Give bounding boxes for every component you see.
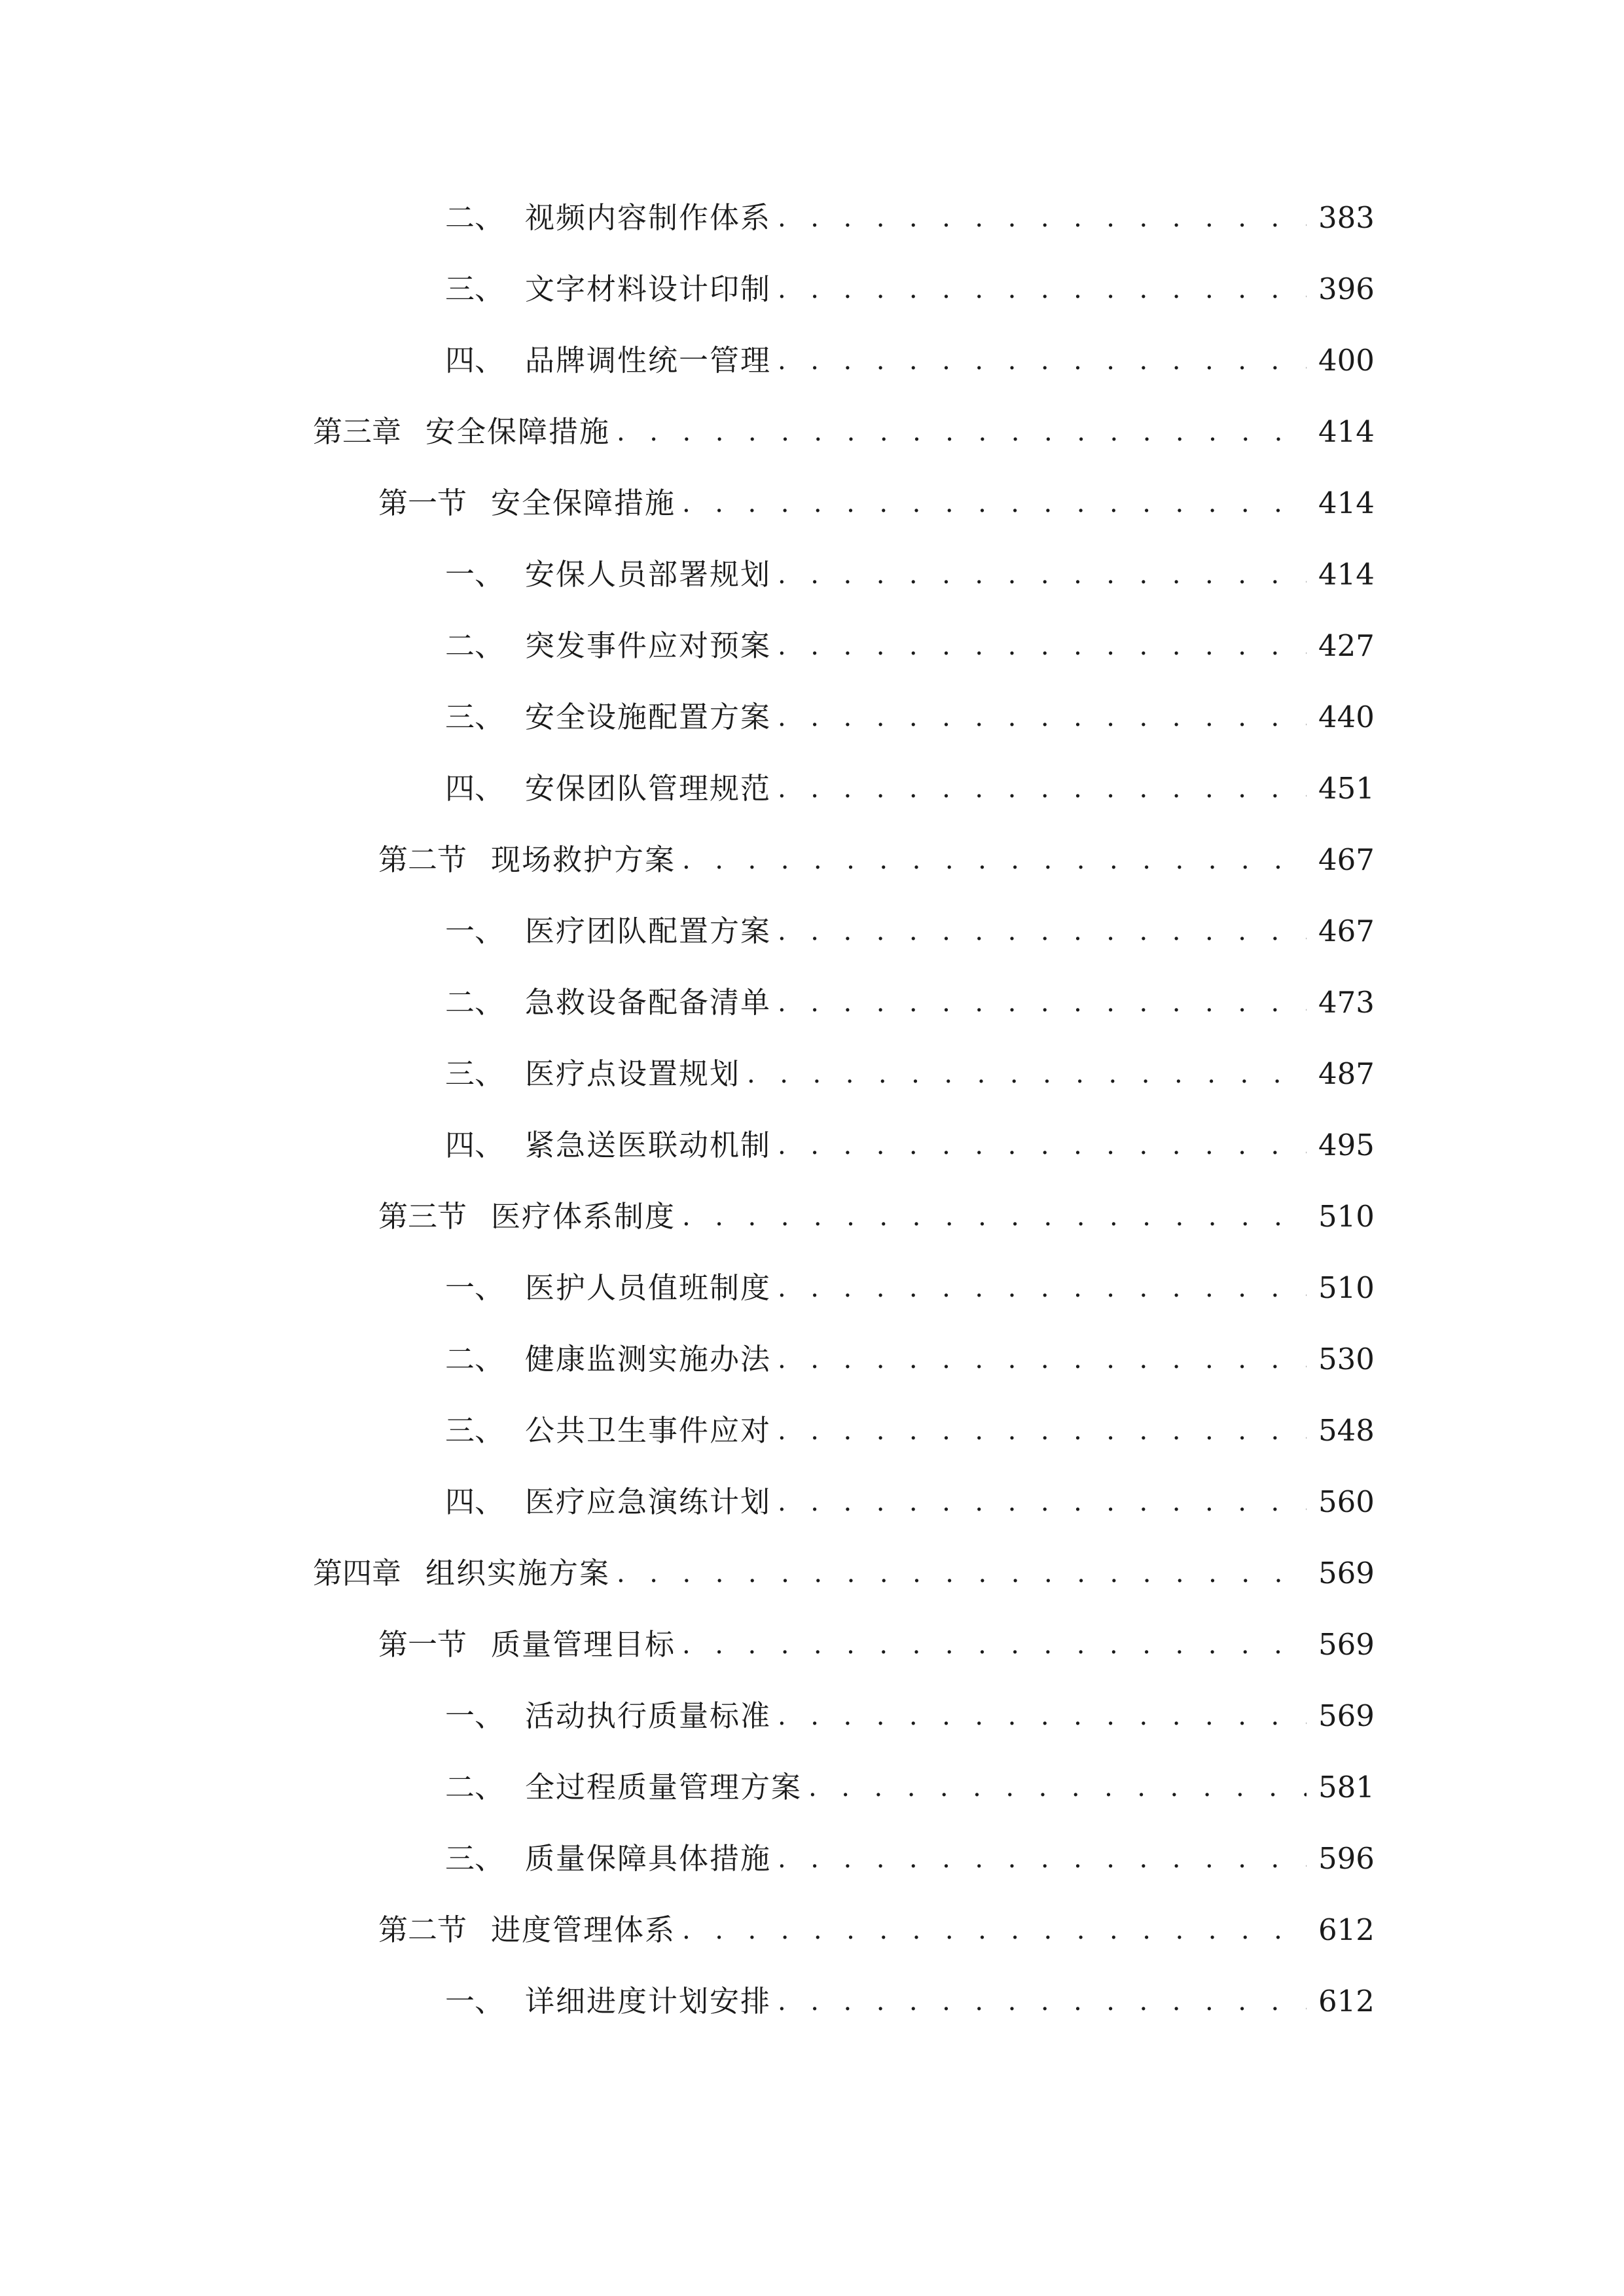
dot-leader <box>778 1833 1307 1885</box>
entry-number: 四、 <box>445 771 505 806</box>
toc-chapter-entry <box>313 406 1375 458</box>
page-number: 612 <box>1318 1912 1375 1947</box>
page-number: 451 <box>1318 771 1375 806</box>
toc-section-entry <box>378 477 1375 529</box>
entry-title: 医疗应急演练计划 <box>525 1484 772 1519</box>
dot-leader <box>778 620 1307 672</box>
entry-number: 三、 <box>445 1413 505 1448</box>
page-number: 414 <box>1318 486 1375 520</box>
entry-title: 急救设备配备清单 <box>525 985 772 1020</box>
page-number: 510 <box>1318 1199 1375 1234</box>
section-number: 第三节 <box>378 1199 467 1234</box>
toc-entry <box>445 1833 1375 1885</box>
dot-leader <box>778 263 1307 315</box>
entry-title: 质量管理目标 <box>491 1627 676 1662</box>
dot-leader <box>617 406 1307 458</box>
dot-leader <box>778 1975 1307 2028</box>
entry-number: 三、 <box>445 272 505 306</box>
entry-title: 安全保障措施 <box>425 414 611 449</box>
entry-title: 全过程质量管理方案 <box>525 1770 803 1804</box>
dot-leader <box>808 1761 1307 1814</box>
dot-leader <box>778 905 1307 958</box>
page-number: 530 <box>1318 1342 1375 1376</box>
page-number: 440 <box>1318 700 1375 734</box>
page-number: 467 <box>1318 842 1375 877</box>
entry-number: 四、 <box>445 343 505 378</box>
dot-leader <box>778 1119 1307 1172</box>
section-number: 第一节 <box>378 486 467 520</box>
entry-title: 医护人员值班制度 <box>525 1270 772 1305</box>
chapter-number: 第四章 <box>313 1556 402 1590</box>
dot-leader <box>778 762 1307 815</box>
page-number: 548 <box>1318 1413 1375 1448</box>
toc-chapter-entry <box>313 1547 1375 1600</box>
entry-title: 安保团队管理规范 <box>525 771 772 806</box>
page-number: 581 <box>1318 1770 1375 1804</box>
chapter-number: 第三章 <box>313 414 402 449</box>
toc-entry <box>445 1975 1375 2028</box>
toc-entry <box>445 1333 1375 1386</box>
toc-entry <box>445 1262 1375 1314</box>
page-number: 383 <box>1318 200 1375 235</box>
entry-title: 安保人员部署规划 <box>525 557 772 592</box>
dot-leader <box>778 977 1307 1029</box>
dot-leader <box>778 1333 1307 1386</box>
page-number: 400 <box>1318 343 1375 378</box>
page-number: 414 <box>1318 557 1375 592</box>
entry-title: 活动执行质量标准 <box>525 1698 772 1733</box>
entry-title: 质量保障具体措施 <box>525 1841 772 1876</box>
toc-entry <box>445 192 1375 244</box>
section-number: 第一节 <box>378 1627 467 1662</box>
dot-leader <box>617 1547 1307 1600</box>
entry-title: 品牌调性统一管理 <box>525 343 772 378</box>
toc-section-entry <box>378 834 1375 886</box>
entry-title: 视频内容制作体系 <box>525 200 772 235</box>
dot-leader <box>778 334 1307 387</box>
entry-number: 一、 <box>445 1270 505 1305</box>
toc-entry <box>445 1405 1375 1457</box>
entry-number: 一、 <box>445 557 505 592</box>
dot-leader <box>778 691 1307 744</box>
page-number: 569 <box>1318 1698 1375 1733</box>
entry-title: 安全保障措施 <box>491 486 676 520</box>
page-number: 396 <box>1318 272 1375 306</box>
dot-leader <box>682 1191 1307 1243</box>
toc-entry <box>445 263 1375 315</box>
dot-leader <box>682 834 1307 886</box>
entry-title: 医疗体系制度 <box>491 1199 676 1234</box>
toc-entry <box>445 334 1375 387</box>
entry-number: 二、 <box>445 200 505 235</box>
toc-entry <box>445 1690 1375 1742</box>
entry-number: 一、 <box>445 1984 505 2018</box>
dot-leader <box>778 1262 1307 1314</box>
toc-section-entry <box>378 1619 1375 1671</box>
page-number: 560 <box>1318 1484 1375 1519</box>
entry-title: 医疗团队配置方案 <box>525 914 772 948</box>
entry-number: 一、 <box>445 914 505 948</box>
entry-title: 公共卫生事件应对 <box>525 1413 772 1448</box>
toc-entry <box>445 1048 1375 1100</box>
toc-entry <box>445 548 1375 601</box>
toc-entry <box>445 620 1375 672</box>
entry-title: 紧急送医联动机制 <box>525 1128 772 1162</box>
page-number: 569 <box>1318 1627 1375 1662</box>
toc-entry <box>445 691 1375 744</box>
dot-leader <box>778 1476 1307 1528</box>
dot-leader <box>778 1690 1307 1742</box>
entry-title: 现场救护方案 <box>491 842 676 877</box>
toc-entry <box>445 905 1375 958</box>
entry-title: 医疗点设置规划 <box>525 1056 741 1091</box>
page-number: 612 <box>1318 1984 1375 2018</box>
page-number: 487 <box>1318 1056 1375 1091</box>
section-number: 第二节 <box>378 1912 467 1947</box>
toc-entry <box>445 1476 1375 1528</box>
page-number: 414 <box>1318 414 1375 449</box>
entry-title: 组织实施方案 <box>425 1556 611 1590</box>
section-number: 第二节 <box>378 842 467 877</box>
page-number: 596 <box>1318 1841 1375 1876</box>
toc-section-entry <box>378 1191 1375 1243</box>
page-number: 473 <box>1318 985 1375 1020</box>
page-number: 569 <box>1318 1556 1375 1590</box>
entry-title: 文字材料设计印制 <box>525 272 772 306</box>
toc-entry <box>445 977 1375 1029</box>
dot-leader <box>778 548 1307 601</box>
dot-leader <box>682 477 1307 529</box>
entry-number: 二、 <box>445 628 505 663</box>
dot-leader <box>778 192 1307 244</box>
entry-number: 二、 <box>445 1342 505 1376</box>
dot-leader <box>682 1619 1307 1671</box>
toc-entry <box>445 762 1375 815</box>
dot-leader <box>747 1048 1307 1100</box>
entry-number: 二、 <box>445 985 505 1020</box>
dot-leader <box>778 1405 1307 1457</box>
entry-title: 详细进度计划安排 <box>525 1984 772 2018</box>
toc-entry <box>445 1761 1375 1814</box>
toc-entry <box>445 1119 1375 1172</box>
entry-number: 三、 <box>445 1841 505 1876</box>
entry-title: 进度管理体系 <box>491 1912 676 1947</box>
dot-leader <box>682 1904 1307 1956</box>
toc-section-entry <box>378 1904 1375 1956</box>
entry-title: 健康监测实施办法 <box>525 1342 772 1376</box>
page-number: 467 <box>1318 914 1375 948</box>
page-number: 495 <box>1318 1128 1375 1162</box>
page-number: 510 <box>1318 1270 1375 1305</box>
entry-number: 二、 <box>445 1770 505 1804</box>
entry-number: 一、 <box>445 1698 505 1733</box>
entry-number: 三、 <box>445 700 505 734</box>
entry-number: 四、 <box>445 1128 505 1162</box>
entry-title: 突发事件应对预案 <box>525 628 772 663</box>
entry-title: 安全设施配置方案 <box>525 700 772 734</box>
page-number: 427 <box>1318 628 1375 663</box>
entry-number: 四、 <box>445 1484 505 1519</box>
entry-number: 三、 <box>445 1056 505 1091</box>
